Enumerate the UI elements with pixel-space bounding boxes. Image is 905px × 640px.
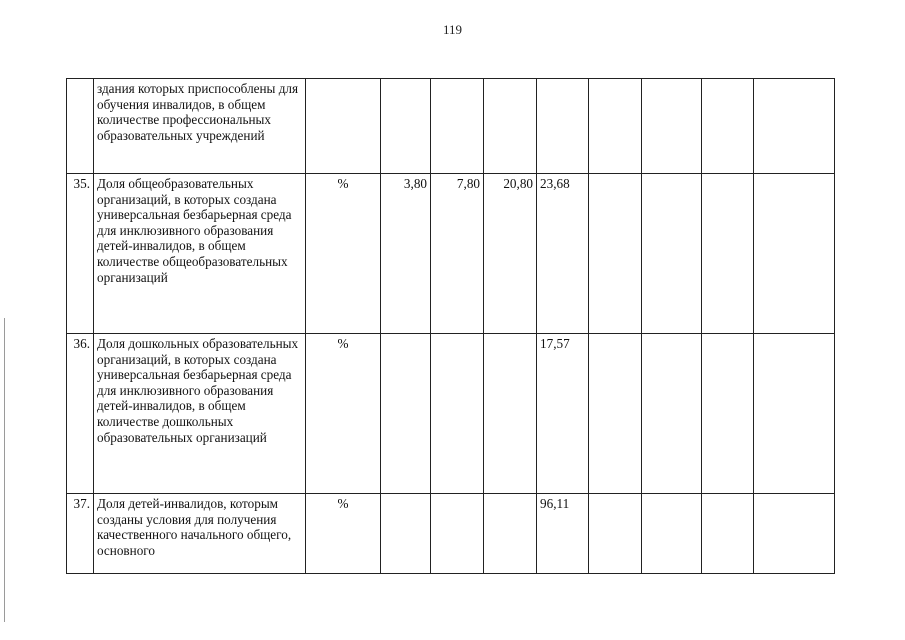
scan-edge-line bbox=[4, 318, 5, 622]
empty-cell bbox=[642, 79, 702, 174]
empty-cell bbox=[702, 174, 754, 334]
value-cell: 3,80 bbox=[381, 174, 431, 334]
value-cell bbox=[381, 334, 431, 494]
empty-cell bbox=[589, 79, 642, 174]
unit-cell: % bbox=[306, 494, 381, 574]
value-cell bbox=[431, 79, 484, 174]
value-cell bbox=[431, 494, 484, 574]
empty-cell bbox=[589, 174, 642, 334]
unit-cell: % bbox=[306, 174, 381, 334]
value-cell: 23,68 bbox=[537, 174, 589, 334]
value-cell: 17,57 bbox=[537, 334, 589, 494]
table-row bbox=[67, 334, 835, 494]
empty-cell bbox=[589, 334, 642, 494]
table-row bbox=[67, 174, 835, 334]
empty-cell bbox=[642, 334, 702, 494]
value-cell bbox=[484, 79, 537, 174]
table-row bbox=[67, 79, 835, 174]
empty-cell bbox=[754, 334, 835, 494]
empty-cell bbox=[754, 79, 835, 174]
empty-cell bbox=[589, 494, 642, 574]
row-number: 37. bbox=[67, 494, 94, 574]
indicator-name: Доля дошкольных образовательных организаций, в которых создана универсальная безбарьерная среда для инклюзивного образования детей-инвалидов, в общем количестве дошкольных образовательных организаций bbox=[94, 334, 306, 494]
empty-cell bbox=[642, 494, 702, 574]
row-number: 35. bbox=[67, 174, 94, 334]
indicator-name: Доля общеобразовательных организаций, в которых создана универсальная безбарьерная среда для инклюзивного образования детей-инвалидов, в общем количестве общеобразовательных организаций bbox=[94, 174, 306, 334]
table-row bbox=[67, 494, 835, 574]
value-cell bbox=[484, 334, 537, 494]
value-cell: 96,11 bbox=[537, 494, 589, 574]
empty-cell bbox=[642, 174, 702, 334]
empty-cell bbox=[754, 494, 835, 574]
value-cell bbox=[431, 334, 484, 494]
indicator-name: здания которых приспособлены для обучения инвалидов, в общем количестве профессиональных образовательных учреждений bbox=[94, 79, 306, 174]
indicator-name: Доля детей-инвалидов, которым созданы условия для получения качественного начального общего, основного bbox=[94, 494, 306, 574]
value-cell: 20,80 bbox=[484, 174, 537, 334]
empty-cell bbox=[702, 334, 754, 494]
unit-cell bbox=[306, 79, 381, 174]
empty-cell bbox=[754, 174, 835, 334]
row-number: 36. bbox=[67, 334, 94, 494]
value-cell bbox=[381, 494, 431, 574]
value-cell: 7,80 bbox=[431, 174, 484, 334]
unit-cell: % bbox=[306, 334, 381, 494]
empty-cell bbox=[702, 79, 754, 174]
value-cell bbox=[537, 79, 589, 174]
row-number bbox=[67, 79, 94, 174]
value-cell bbox=[381, 79, 431, 174]
empty-cell bbox=[702, 494, 754, 574]
page-number: 119 bbox=[442, 22, 463, 37]
value-cell bbox=[484, 494, 537, 574]
indicators-table bbox=[66, 78, 835, 574]
